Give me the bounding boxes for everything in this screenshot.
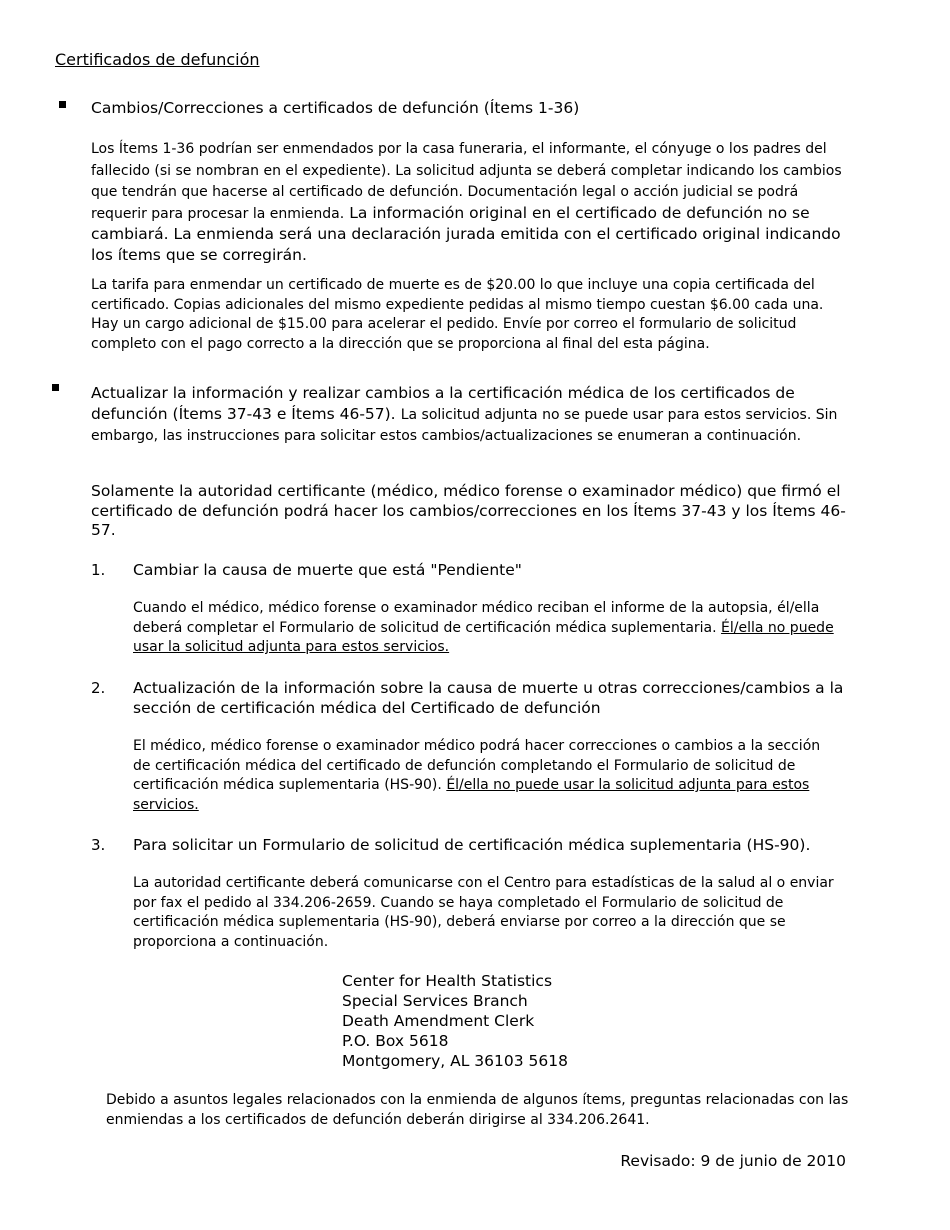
address-line: Special Services Branch [342, 992, 528, 1010]
section1-paragraph1-small: Los Ítems 1-36 podrían ser enmendados por la casa funeraria, el informante, el cónyuge o los padres del fallecido (si se nombran en el expediente). La solicitud adjunta se deberá completar indicando los cambios que tendrán que hacerse al certificado de defunción. Documentación legal o acción judicial se podrá requerir para procesar la enmienda. [91, 141, 842, 222]
section1-heading: Cambios/Correcciones a certificados de defunción (Ítems 1-36) [91, 99, 580, 117]
item-underline-note: Él/ella no puede usar la solicitud adjunta para estos servicios. [133, 619, 834, 655]
bullet-icon [52, 384, 59, 391]
section1-paragraph1 [91, 138, 853, 265]
bullet-icon [59, 101, 66, 108]
revised-date: Revisado: 9 de junio de 2010 [620, 1152, 846, 1170]
item-number: 3. [91, 836, 106, 854]
item-body [133, 874, 845, 952]
item-number: 1. [91, 561, 106, 579]
section2-heading [91, 383, 857, 447]
address-line: Center for Health Statistics [342, 972, 553, 990]
section2-heading-small: La solicitud adjunta no se puede usar para estos servicios. Sin embargo, las instrucciones para solicitar estos cambios/actualizaciones se enumeran a continuación. [91, 406, 838, 444]
item-body-text: La autoridad certificante deberá comunicarse con el Centro para estadísticas de la salud al o enviar por fax el pedido al 334.206-2659. Cuando se haya completado el Formulario de solicitud de certificación médica suplementaria (HS-90), deberá enviarse por correo a la dirección que se proporciona a continuación. [133, 875, 834, 950]
item-title: Actualización de la información sobre la causa de muerte u otras correcciones/cambios a la sección de certificación médica del Certificado de defunción [133, 679, 844, 717]
item-underline-note: Él/ella no puede usar la solicitud adjunta para estos servicios. [133, 777, 810, 813]
legal-note: Debido a asuntos legales relacionados con la enmienda de algunos ítems, preguntas relacionadas con las enmiendas a los certificados de defunción deberán dirigirse al 334.206.2641. [106, 1092, 849, 1128]
item-body [133, 737, 828, 815]
address-line: Death Amendment Clerk [342, 1012, 535, 1030]
item-title: Cambiar la causa de muerte que está "Pendiente" [133, 561, 522, 579]
item-number: 2. [91, 679, 106, 697]
section2-authority-paragraph: Solamente la autoridad certificante (médico, médico forense o examinador médico) que firmó el certificado de defunción podrá hacer los cambios/correcciones en los Ítems 37-43 y los Ítems 46-57. [91, 482, 846, 539]
item-body-text: El médico, médico forense o examinador médico podrá hacer correcciones o cambios a la sección de certificación médica del certificado de defunción completando el Formulario de solicitud de certificación médica suplementaria (HS-90). [133, 738, 821, 793]
section1-fee-paragraph: La tarifa para enmendar un certificado de muerte es de $20.00 lo que incluye una copia certificada del certificado. Copias adicionales del mismo expediente pedidas al mismo tiempo cuestan $6.00 cada una. Hay un cargo adicional de $15.00 para acelerar el pedido. Envíe por correo el formulario de solicitud completo con el pago correcto a la dirección que se proporciona al final del esta página. [91, 277, 824, 352]
mailing-address [342, 971, 568, 1071]
item-title: Para solicitar un Formulario de solicitud de certificación médica suplementaria (HS-90). [133, 836, 811, 854]
section1-paragraph1-large: La información original en el certificado de defunción no se cambiará. La enmienda será una declaración jurada emitida con el certificado original indicando los ítems que se corregirán. [91, 203, 841, 264]
item-body [133, 599, 845, 658]
address-line: P.O. Box 5618 [342, 1032, 449, 1050]
address-line: Montgomery, AL 36103 5618 [342, 1052, 568, 1070]
section2-heading-large: Actualizar la información y realizar cambios a la certificación médica de los certificados de defunción (Ítems 37-43 e Ítems 46-57). [91, 384, 795, 423]
item-body-text: Cuando el médico, médico forense o examinador médico reciban el informe de la autopsia, él/ella deberá completar el Formulario de solicitud de certificación médica suplementaria. [133, 600, 820, 636]
page-title: Certificados de defunción [55, 50, 260, 69]
